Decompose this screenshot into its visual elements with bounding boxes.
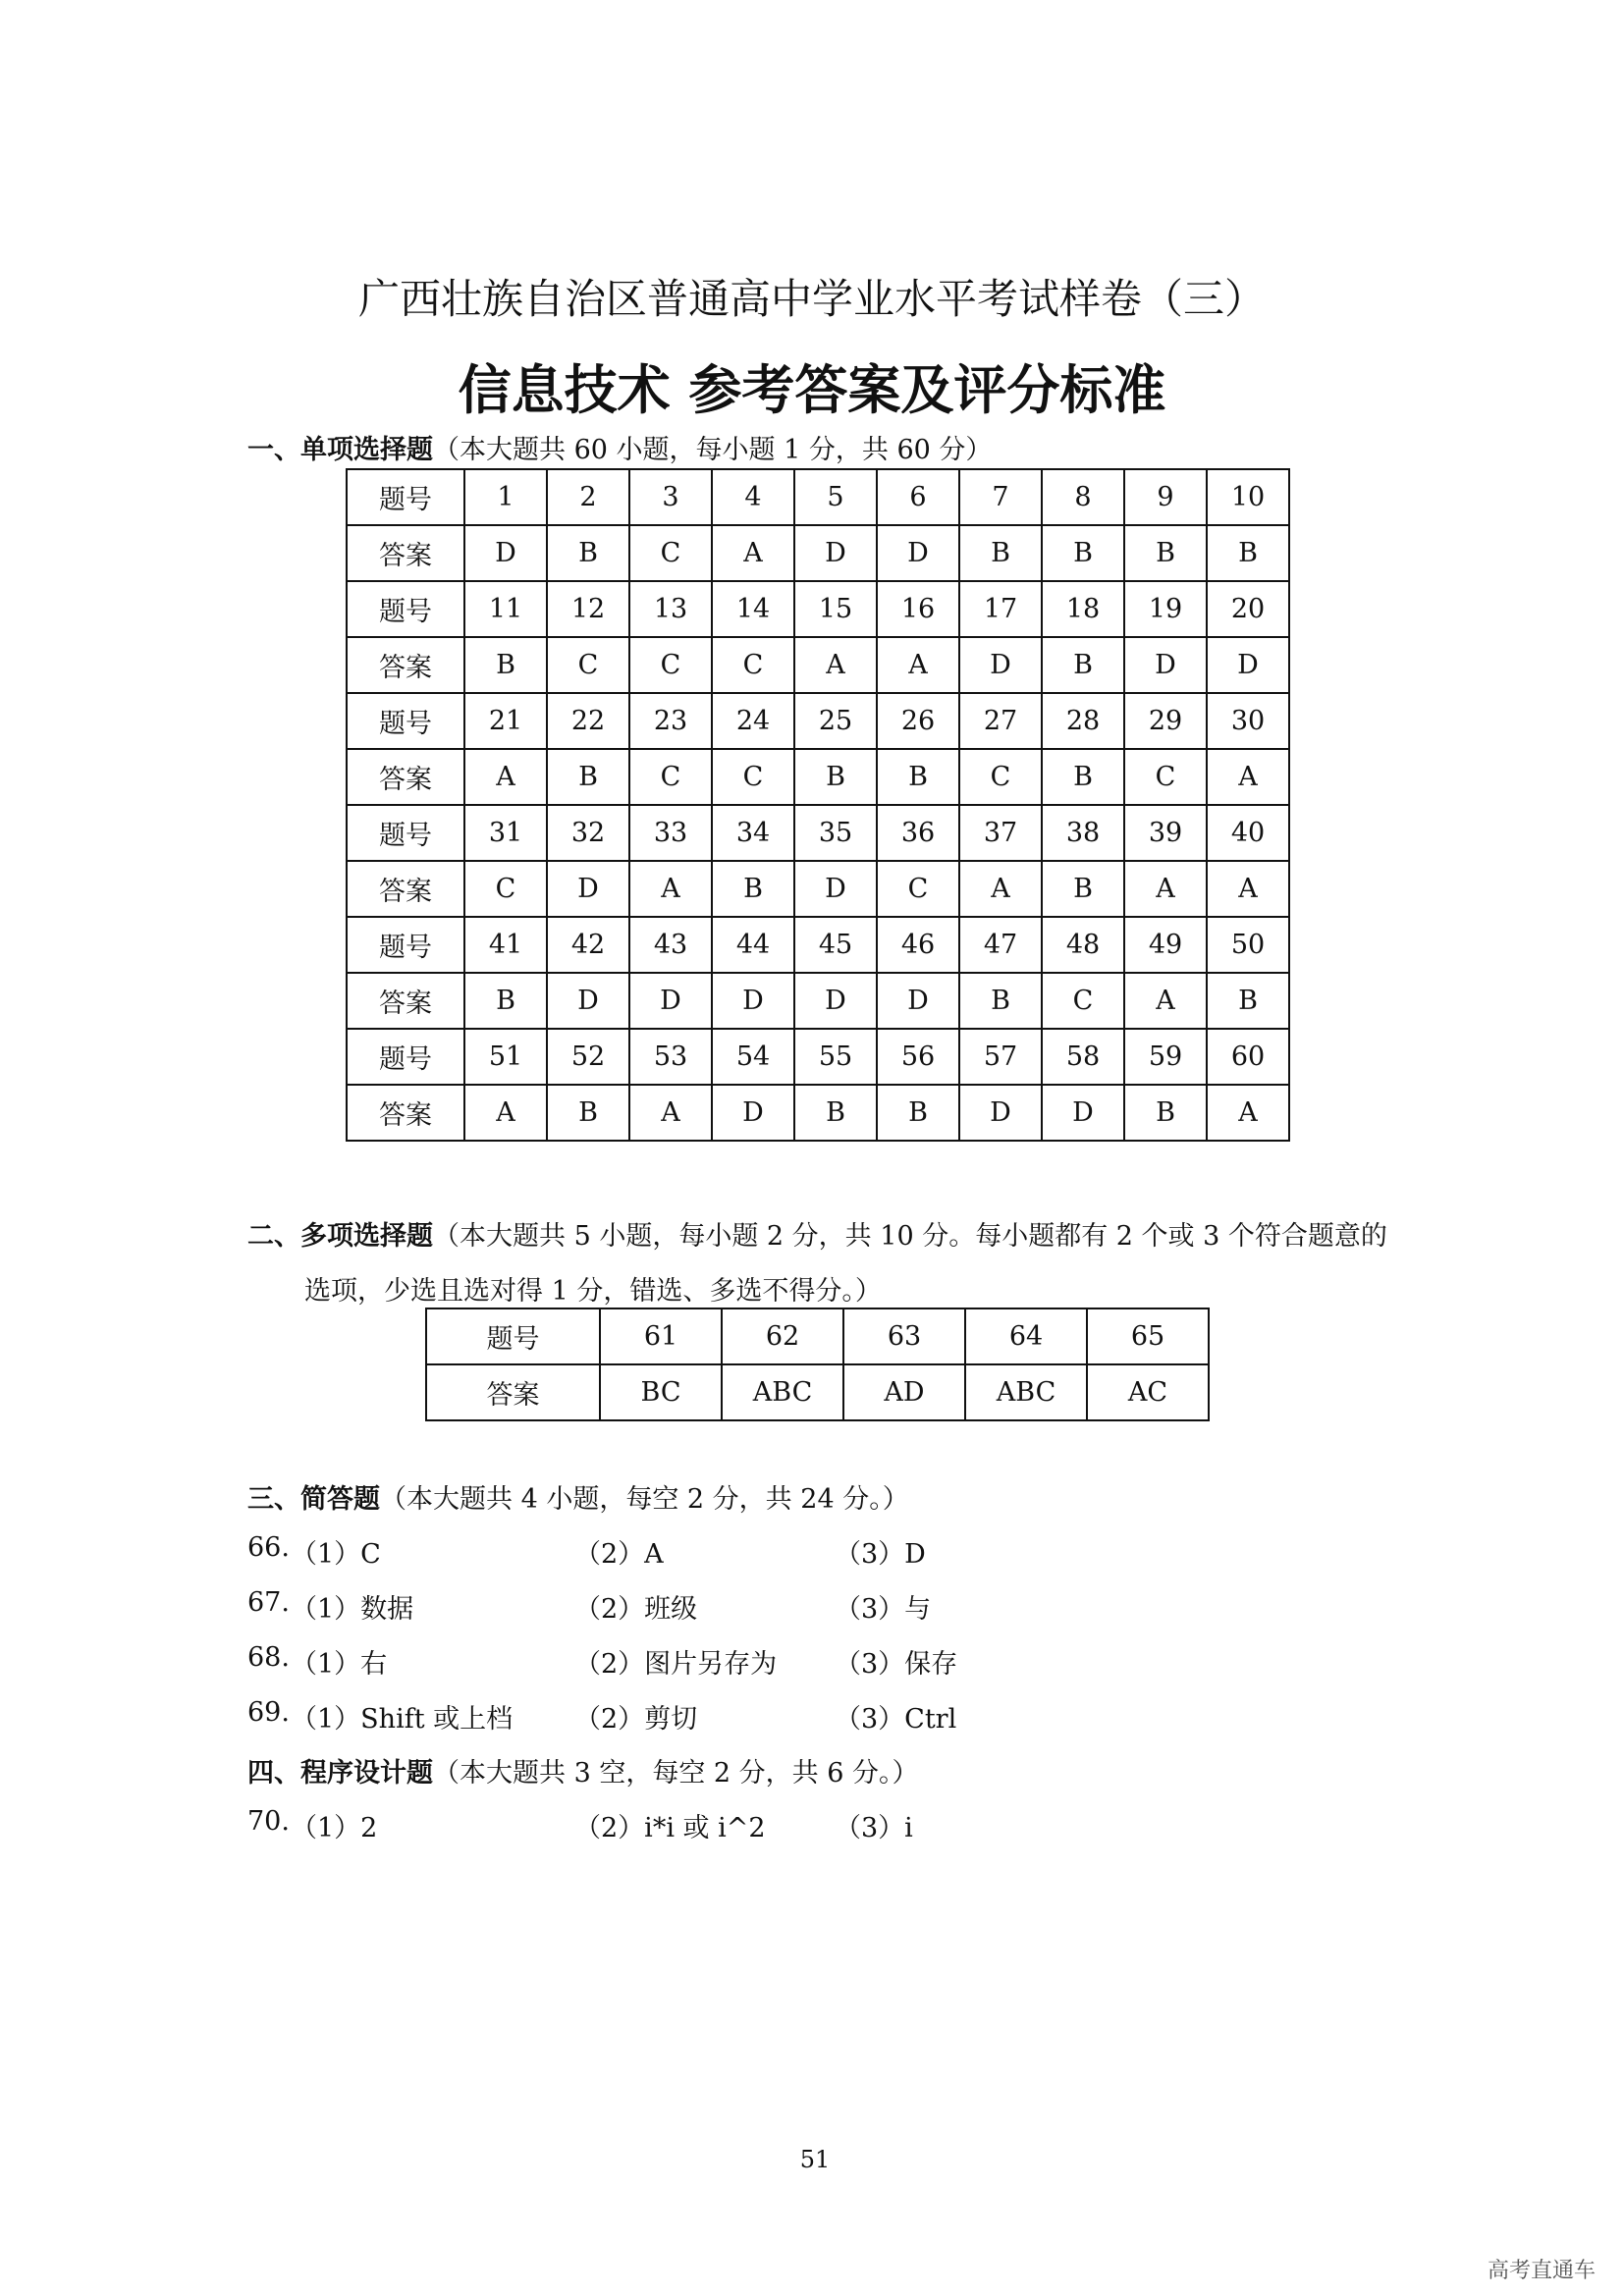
- answer-blank: （1）2: [291, 1813, 378, 1843]
- table-cell: A: [1207, 749, 1289, 805]
- table-cell: B: [464, 973, 547, 1029]
- table-cell: ABC: [722, 1364, 843, 1420]
- table-row: [347, 917, 1289, 973]
- table-row: [347, 973, 1289, 1029]
- table-cell: D: [794, 973, 877, 1029]
- table-cell: 15: [794, 581, 877, 637]
- table-cell: 13: [629, 581, 712, 637]
- table-cell: 61: [600, 1308, 722, 1364]
- row-label: 答案: [347, 861, 464, 917]
- table-cell: 33: [629, 805, 712, 861]
- table-row: [347, 1085, 1289, 1141]
- table-cell: A: [1207, 861, 1289, 917]
- table-cell: 7: [959, 469, 1042, 525]
- table-cell: 51: [464, 1029, 547, 1085]
- table-cell: 4: [712, 469, 794, 525]
- table-cell: 60: [1207, 1029, 1289, 1085]
- table-cell: 14: [712, 581, 794, 637]
- answer-blank: （3）D: [835, 1539, 926, 1570]
- row-label: 题号: [347, 693, 464, 749]
- table-cell: 37: [959, 805, 1042, 861]
- table-cell: B: [794, 749, 877, 805]
- table-row: [347, 469, 1289, 525]
- table-cell: 65: [1087, 1308, 1209, 1364]
- table-cell: D: [959, 1085, 1042, 1141]
- table-cell: 49: [1124, 917, 1207, 973]
- table-cell: B: [464, 637, 547, 693]
- table-cell: B: [1042, 525, 1124, 581]
- table-row: [426, 1364, 1209, 1420]
- section4-note: （本大题共 3 空，每空 2 分，共 6 分。）: [433, 1758, 919, 1789]
- table-cell: 31: [464, 805, 547, 861]
- table-cell: 53: [629, 1029, 712, 1085]
- table-cell: C: [959, 749, 1042, 805]
- table-cell: A: [629, 1085, 712, 1141]
- table-cell: B: [959, 973, 1042, 1029]
- table-cell: B: [1124, 525, 1207, 581]
- table-cell: B: [959, 525, 1042, 581]
- table-cell: D: [629, 973, 712, 1029]
- table-row: [426, 1308, 1209, 1364]
- section3-note: （本大题共 4 小题，每空 2 分，共 24 分。）: [380, 1484, 909, 1515]
- section2-note: （本大题共 5 小题，每小题 2 分，共 10 分。每小题都有 2 个或 3 个符合题意的: [433, 1221, 1387, 1252]
- answer-blank: （2）班级: [574, 1594, 698, 1625]
- table-cell: 24: [712, 693, 794, 749]
- table-cell: B: [547, 1085, 629, 1141]
- table-cell: 19: [1124, 581, 1207, 637]
- table-cell: 45: [794, 917, 877, 973]
- question-number: 68.: [247, 1642, 290, 1673]
- question-number: 69.: [247, 1697, 290, 1728]
- single-choice-answer-table: [346, 468, 1290, 1142]
- table-cell: A: [712, 525, 794, 581]
- answer-blank: （2）剪切: [574, 1704, 698, 1735]
- table-row: [347, 749, 1289, 805]
- table-cell: AC: [1087, 1364, 1209, 1420]
- table-cell: C: [547, 637, 629, 693]
- table-cell: 32: [547, 805, 629, 861]
- table-cell: 40: [1207, 805, 1289, 861]
- table-cell: C: [712, 637, 794, 693]
- table-cell: BC: [600, 1364, 722, 1420]
- table-cell: 58: [1042, 1029, 1124, 1085]
- document-subtitle: 信息技术 参考答案及评分标准: [458, 359, 1166, 421]
- table-cell: A: [1124, 861, 1207, 917]
- row-label: 答案: [426, 1364, 600, 1420]
- row-label: 答案: [347, 749, 464, 805]
- table-cell: 29: [1124, 693, 1207, 749]
- document-title: 广西壮族自治区普通高中学业水平考试样卷（三）: [357, 275, 1266, 323]
- question-number: 66.: [247, 1532, 290, 1563]
- table-row: [347, 637, 1289, 693]
- table-cell: B: [794, 1085, 877, 1141]
- row-label: 答案: [347, 525, 464, 581]
- section1-note: （本大题共 60 小题，每小题 1 分，共 60 分）: [433, 435, 993, 465]
- answer-blank: （1）数据: [291, 1594, 414, 1625]
- table-cell: C: [1042, 973, 1124, 1029]
- table-cell: 46: [877, 917, 959, 973]
- table-cell: 42: [547, 917, 629, 973]
- answer-blank: （3）i: [835, 1813, 913, 1843]
- table-cell: 10: [1207, 469, 1289, 525]
- table-cell: 9: [1124, 469, 1207, 525]
- table-cell: A: [959, 861, 1042, 917]
- table-cell: A: [464, 1085, 547, 1141]
- table-cell: C: [629, 525, 712, 581]
- table-cell: 54: [712, 1029, 794, 1085]
- table-cell: 64: [965, 1308, 1087, 1364]
- table-cell: 48: [1042, 917, 1124, 973]
- watermark: 高考直通车: [1488, 2259, 1597, 2283]
- answer-blank: （3）与: [835, 1594, 932, 1625]
- section4-heading: [247, 1751, 919, 1789]
- table-cell: A: [794, 637, 877, 693]
- table-cell: 47: [959, 917, 1042, 973]
- table-cell: C: [877, 861, 959, 917]
- row-label: 题号: [347, 805, 464, 861]
- table-cell: D: [464, 525, 547, 581]
- table-cell: 62: [722, 1308, 843, 1364]
- table-cell: D: [712, 973, 794, 1029]
- table-cell: ABC: [965, 1364, 1087, 1420]
- table-cell: B: [547, 749, 629, 805]
- table-cell: D: [712, 1085, 794, 1141]
- table-cell: 18: [1042, 581, 1124, 637]
- answer-blank: （3）Ctrl: [835, 1704, 957, 1735]
- table-cell: 3: [629, 469, 712, 525]
- table-cell: 30: [1207, 693, 1289, 749]
- table-cell: D: [794, 525, 877, 581]
- table-cell: D: [1124, 637, 1207, 693]
- row-label: 题号: [347, 1029, 464, 1085]
- section1-heading: [247, 428, 992, 466]
- table-cell: D: [1207, 637, 1289, 693]
- table-cell: B: [1124, 1085, 1207, 1141]
- row-label: 题号: [347, 917, 464, 973]
- table-cell: 39: [1124, 805, 1207, 861]
- table-cell: 36: [877, 805, 959, 861]
- table-cell: A: [877, 637, 959, 693]
- table-cell: 43: [629, 917, 712, 973]
- table-cell: 41: [464, 917, 547, 973]
- table-cell: 11: [464, 581, 547, 637]
- table-cell: 17: [959, 581, 1042, 637]
- table-cell: A: [629, 861, 712, 917]
- row-label: 答案: [347, 973, 464, 1029]
- answer-blank: （3）保存: [835, 1649, 958, 1680]
- table-cell: B: [1042, 861, 1124, 917]
- table-cell: B: [1207, 973, 1289, 1029]
- table-cell: B: [547, 525, 629, 581]
- section1-title: 一、单项选择题: [247, 435, 433, 465]
- row-label: 题号: [347, 469, 464, 525]
- table-cell: 27: [959, 693, 1042, 749]
- table-cell: 20: [1207, 581, 1289, 637]
- table-row: [347, 693, 1289, 749]
- multi-choice-answer-table: [425, 1308, 1210, 1421]
- question-number: 67.: [247, 1587, 290, 1618]
- table-cell: B: [877, 749, 959, 805]
- table-cell: D: [547, 861, 629, 917]
- table-cell: A: [1207, 1085, 1289, 1141]
- table-cell: 16: [877, 581, 959, 637]
- table-cell: 1: [464, 469, 547, 525]
- table-cell: B: [1207, 525, 1289, 581]
- table-cell: 26: [877, 693, 959, 749]
- section3-heading: [247, 1477, 909, 1516]
- row-label: 答案: [347, 637, 464, 693]
- table-cell: B: [1042, 637, 1124, 693]
- table-cell: D: [547, 973, 629, 1029]
- section2-heading: [247, 1214, 1387, 1253]
- table-cell: A: [1124, 973, 1207, 1029]
- answer-blank: （1）C: [291, 1539, 381, 1570]
- page-number: 51: [799, 2146, 831, 2173]
- table-cell: 8: [1042, 469, 1124, 525]
- question-number: 70.: [247, 1806, 290, 1837]
- table-cell: D: [877, 525, 959, 581]
- table-cell: 56: [877, 1029, 959, 1085]
- table-cell: 21: [464, 693, 547, 749]
- table-row: [347, 861, 1289, 917]
- table-cell: AD: [843, 1364, 965, 1420]
- table-cell: 6: [877, 469, 959, 525]
- table-cell: 44: [712, 917, 794, 973]
- answer-blank: （1）右: [291, 1649, 388, 1680]
- section2-title: 二、多项选择题: [247, 1221, 433, 1252]
- answer-blank: （2）图片另存为: [574, 1649, 778, 1680]
- table-cell: C: [629, 637, 712, 693]
- table-cell: D: [877, 973, 959, 1029]
- table-cell: 52: [547, 1029, 629, 1085]
- section3-title: 三、简答题: [247, 1484, 380, 1515]
- table-cell: B: [877, 1085, 959, 1141]
- table-cell: 5: [794, 469, 877, 525]
- table-cell: D: [1042, 1085, 1124, 1141]
- section2-note-continued: 选项，少选且选对得 1 分，错选、多选不得分。）: [304, 1276, 882, 1307]
- section4-title: 四、程序设计题: [247, 1758, 433, 1789]
- row-label: 答案: [347, 1085, 464, 1141]
- table-cell: C: [1124, 749, 1207, 805]
- table-row: [347, 805, 1289, 861]
- table-cell: 12: [547, 581, 629, 637]
- table-cell: 34: [712, 805, 794, 861]
- table-cell: 57: [959, 1029, 1042, 1085]
- table-cell: B: [1042, 749, 1124, 805]
- table-row: [347, 525, 1289, 581]
- table-cell: A: [464, 749, 547, 805]
- table-cell: 35: [794, 805, 877, 861]
- table-cell: 25: [794, 693, 877, 749]
- table-cell: 59: [1124, 1029, 1207, 1085]
- answer-blank: （1）Shift 或上档: [291, 1704, 514, 1735]
- table-row: [347, 1029, 1289, 1085]
- answer-blank: （2）i*i 或 i^2: [574, 1813, 766, 1843]
- table-cell: 28: [1042, 693, 1124, 749]
- table-cell: 23: [629, 693, 712, 749]
- row-label: 题号: [347, 581, 464, 637]
- table-cell: D: [794, 861, 877, 917]
- table-cell: 63: [843, 1308, 965, 1364]
- table-row: [347, 581, 1289, 637]
- row-label: 题号: [426, 1308, 600, 1364]
- table-cell: 22: [547, 693, 629, 749]
- table-cell: 38: [1042, 805, 1124, 861]
- table-cell: 50: [1207, 917, 1289, 973]
- table-cell: D: [959, 637, 1042, 693]
- table-cell: 2: [547, 469, 629, 525]
- table-cell: C: [629, 749, 712, 805]
- table-cell: C: [712, 749, 794, 805]
- table-cell: C: [464, 861, 547, 917]
- table-cell: 55: [794, 1029, 877, 1085]
- answer-blank: （2）A: [574, 1539, 664, 1570]
- table-cell: B: [712, 861, 794, 917]
